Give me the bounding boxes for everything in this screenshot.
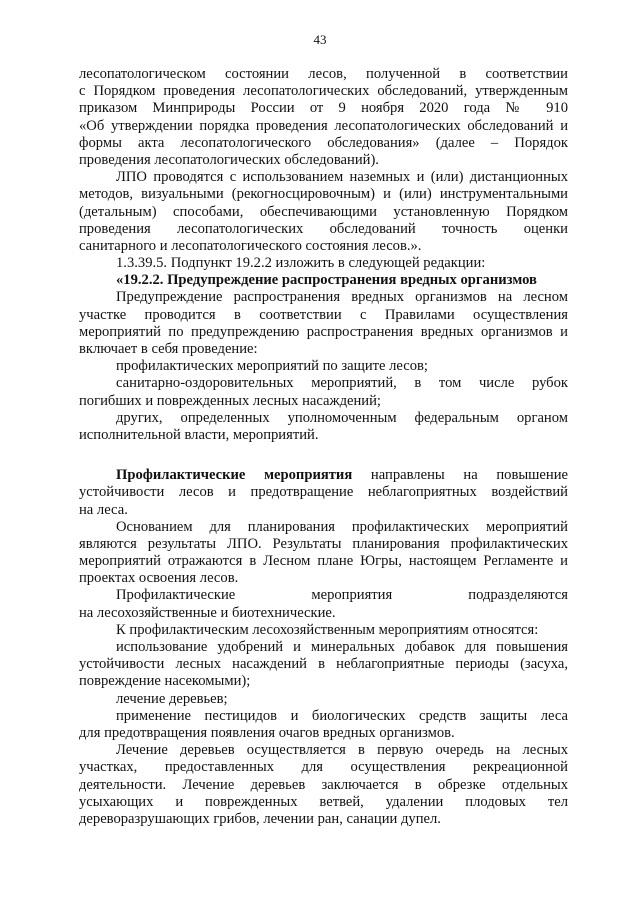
line-text: применение пестицидов и биологических средств защиты леса xyxy=(116,707,568,724)
text-line xyxy=(79,221,568,238)
text-line xyxy=(79,570,568,587)
text-line xyxy=(79,186,568,203)
text-line xyxy=(79,691,568,708)
text-line xyxy=(79,708,568,725)
text-line xyxy=(79,118,568,135)
text-line xyxy=(79,307,568,324)
line-text: для предотвращения появления очагов вредных организмов. xyxy=(79,724,455,741)
text-line xyxy=(79,289,568,306)
document-body xyxy=(79,66,568,828)
line-text: устойчивости лесов и предотвращение неблагоприятных воздействий xyxy=(79,484,568,501)
line-text: санитарно-оздоровительных мероприятий, в том числе рубок xyxy=(116,375,568,392)
text-line xyxy=(79,169,568,186)
text-line xyxy=(79,135,568,152)
line-text: на леса. xyxy=(79,501,128,518)
line-text: (детальным) способами, обеспечивающими установленную Порядком xyxy=(79,203,568,220)
line-text: ЛПО проводятся с использованием наземных и (или) дистанционных xyxy=(116,169,568,186)
text-line xyxy=(79,587,568,604)
line-text: приказом Минприроды России от 9 ноября 2020 года № 910 xyxy=(79,100,568,117)
page-number: 43 xyxy=(313,32,327,47)
line-text: Лечение деревьев осуществляется в первую очередь на лесных xyxy=(116,742,568,759)
text-line xyxy=(79,794,568,811)
text-line xyxy=(79,83,568,100)
text-line xyxy=(79,66,568,83)
line-text: проведения лесопатологических обследований точность оценки xyxy=(79,220,568,237)
text-line xyxy=(79,742,568,759)
line-text: Основанием для планирования профилактических мероприятий xyxy=(116,518,568,535)
line-text: включает в себя проведение: xyxy=(79,341,258,357)
text-line xyxy=(79,427,568,444)
line-text: повреждение насекомыми); xyxy=(79,673,251,690)
line-text: усыхающих и поврежденных ветвей, удалении плодовых тел xyxy=(79,793,568,810)
line-text: с Порядком проведения лесопатологических обследований, утвержденным xyxy=(79,83,568,100)
text-line xyxy=(79,467,568,484)
text-line xyxy=(79,502,568,519)
text-line xyxy=(79,777,568,794)
text-line xyxy=(79,622,568,639)
line-text: исполнительной власти, мероприятий. xyxy=(79,426,319,443)
line-text: Предупреждение распространения вредных организмов на лесном xyxy=(116,289,568,306)
text-line xyxy=(79,725,568,742)
paragraph-gap xyxy=(79,444,568,467)
line-text: 1.3.39.5. Подпункт 19.2.2 изложить в следующей редакции: xyxy=(116,255,486,272)
text-line xyxy=(79,811,568,828)
text-line xyxy=(79,605,568,622)
text-line xyxy=(79,484,568,501)
text-line xyxy=(79,238,568,255)
text-line xyxy=(79,341,568,358)
text-line xyxy=(79,410,568,427)
line-text: проектах освоения лесов. xyxy=(79,570,239,587)
line-text: санитарного и лесопатологического состояния лесов.». xyxy=(79,237,422,254)
text-line xyxy=(79,553,568,570)
text-line xyxy=(79,536,568,553)
text-line xyxy=(79,324,568,341)
line-text: лечение деревьев; xyxy=(116,690,228,707)
bold-text: Профилактические мероприятия xyxy=(116,467,353,484)
line-text: проведения лесопатологических обследований). xyxy=(79,151,379,168)
line-text: являются результаты ЛПО. Результаты планирования профилактических xyxy=(79,535,568,552)
line-text: формы акта лесопатологического обследования» (далее – Порядок xyxy=(79,134,568,151)
line-text: на лесохозяйственные и биотехнические. xyxy=(79,604,336,621)
text-line xyxy=(79,519,568,536)
text-line xyxy=(79,204,568,221)
text-line xyxy=(79,358,568,375)
text-line xyxy=(79,255,568,272)
line-text: методов, визуальными (рекогносцировочным) и (или) инструментальными xyxy=(79,186,568,203)
bold-text: «19.2.2. Предупреждение распространения вредных организмов xyxy=(116,272,537,289)
line-text: участках, предоставленных для осуществления рекреационной xyxy=(79,759,568,776)
line-text: «Об утверждении порядка проведения лесопатологических обследований и xyxy=(79,117,568,134)
line-text: использование удобрений и минеральных добавок для повышения xyxy=(116,639,568,655)
line-text: дереворазрушающих грибов, лечении ран, санации дупел. xyxy=(79,810,441,827)
text-line xyxy=(79,656,568,673)
text-line xyxy=(79,673,568,690)
text-line xyxy=(79,393,568,410)
line-text: погибших и поврежденных лесных насаждений; xyxy=(79,392,381,409)
text-line xyxy=(79,375,568,392)
line-text: устойчивости лесных насаждений в неблагоприятные периоды (засуха, xyxy=(79,656,568,673)
line-text: профилактических мероприятий по защите лесов; xyxy=(116,358,428,375)
text-line xyxy=(79,272,568,289)
line-text: Профилактические мероприятия подразделяются xyxy=(116,587,568,604)
line-text: К профилактическим лесохозяйственным мероприятиям относятся: xyxy=(116,621,539,638)
text-line xyxy=(79,100,568,117)
line-text: участке проводится в соответствии с Правилами осуществления xyxy=(79,306,568,323)
line-text: мероприятий по предупреждению распространения вредных организмов и xyxy=(79,323,568,340)
text-line xyxy=(79,152,568,169)
line-text: лесопатологическом состоянии лесов, полученной в соответствии xyxy=(79,66,568,82)
line-text: деятельности. Лечение деревьев заключается в обрезке отдельных xyxy=(79,776,568,793)
text-line xyxy=(79,759,568,776)
line-text: направлены на повышение xyxy=(352,467,568,484)
line-text: мероприятий отражаются в Лесном плане Югры, настоящем Регламенте и xyxy=(79,553,568,570)
line-text: других, определенных уполномоченным федеральным органом xyxy=(116,409,568,426)
text-line xyxy=(79,639,568,656)
